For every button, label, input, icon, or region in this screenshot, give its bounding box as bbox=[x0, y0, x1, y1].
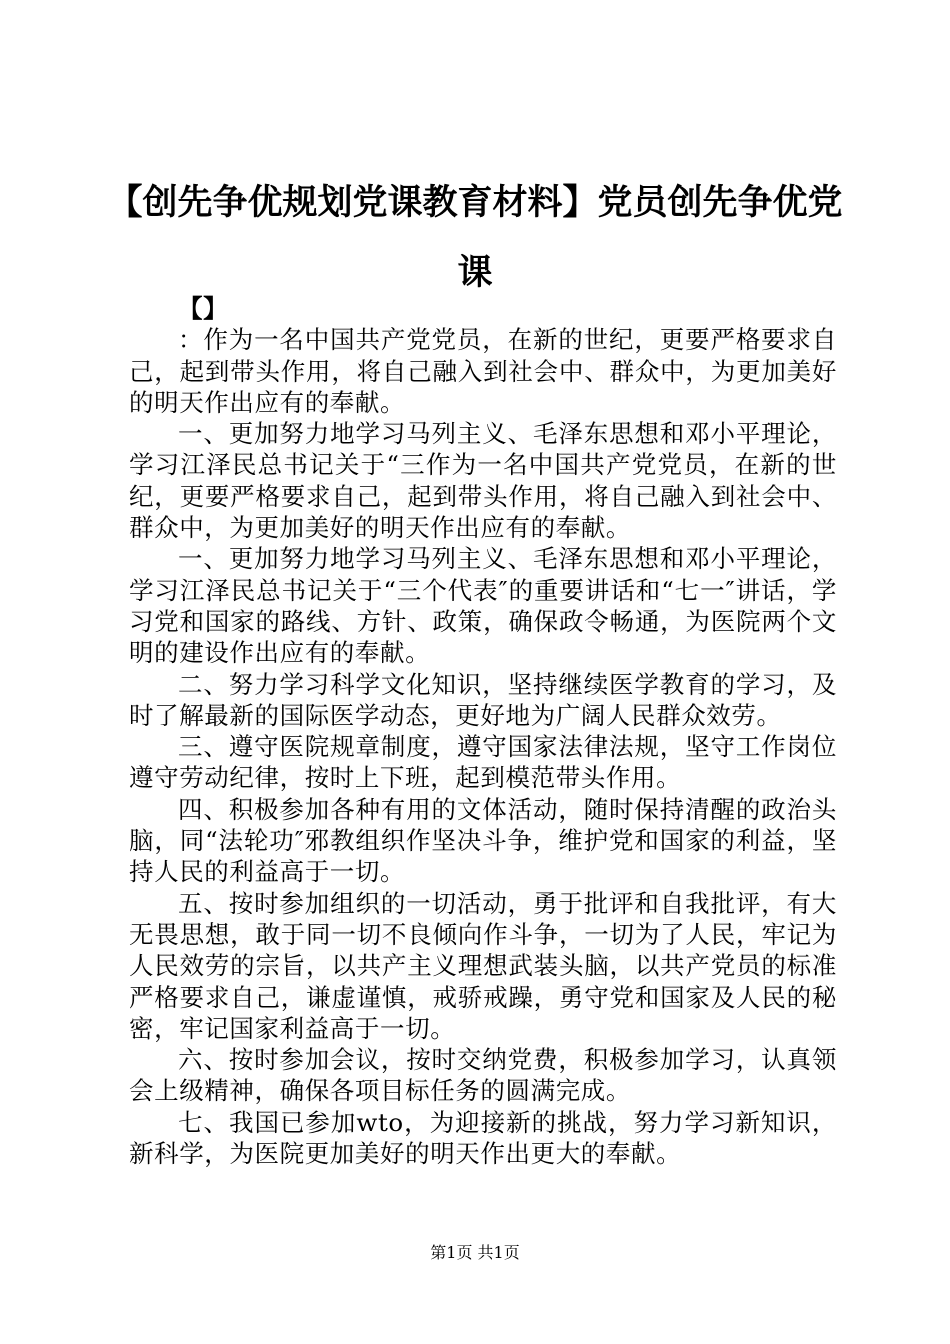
paragraph-1: 一、更加努力地学习马列主义、毛泽东思想和邓小平理论，学习江泽民总书记关于“三作为一名中国共产党党员，在新的世纪，更要严格要求自己，起到带头作用，将自己融入到社会中、群众中，为更加美好的明天作出应有的奉献。 bbox=[129, 419, 837, 543]
page-footer: 第1页 共1页 bbox=[430, 1243, 520, 1262]
paragraph-7: 六、按时参加会议，按时交纳党费，积极参加学习，认真领会上级精神，确保各项目标任务的圆满完成。 bbox=[129, 1045, 837, 1106]
paragraph-6: 五、按时参加组织的一切活动，勇于批评和自我批评，有大无畏思想，敢于同一切不良倾向作斗争，一切为了人民，牢记为人民效劳的宗旨，以共产主义理想武装头脑，以共产党员的标准严格要求自己，谦虚谨慎，戒骄戒躁，勇守党和国家及人民的秘密，牢记国家利益高于一切。 bbox=[129, 888, 837, 1043]
document-title: 【创先争优规划党课教育材料】党员创先争优党课 bbox=[107, 183, 843, 293]
paragraph-8: 七、我国已参加wto，为迎接新的挑战，努力学习新知识，新科学，为医院更加美好的明天作出更大的奉献。 bbox=[129, 1107, 837, 1169]
paragraph-5: 四、积极参加各种有用的文体活动，随时保持清醒的政治头脑，同“法轮功″邪教组织作坚决斗争，维护党和国家的利益，坚持人民的利益高于一切。 bbox=[129, 794, 837, 887]
paragraph-intro: ：作为一名中国共产党党员，在新的世纪，更要严格要求自己，起到带头作用，将自己融入到社会中、群众中，为更加美好的明天作出应有的奉献。 bbox=[129, 325, 837, 417]
paragraph-4: 三、遵守医院规章制度，遵守国家法律法规，坚守工作岗位遵守劳动纪律，按时上下班，起到模范带头作用。 bbox=[129, 732, 837, 793]
document-body bbox=[129, 293, 837, 1169]
heading-bracket: 【】 bbox=[178, 294, 229, 323]
paragraph-3: 二、努力学习科学文化知识，坚持继续医学教育的学习，及时了解最新的国际医学动态，更好地为广阔人民群众效劳。 bbox=[129, 669, 837, 730]
paragraph-2: 一、更加努力地学习马列主义、毛泽东思想和邓小平理论，学习江泽民总书记关于“三个代表″的重要讲话和“七一″讲话，学习党和国家的路线、方针、政策，确保政令畅通，为医院两个文明的建设作出应有的奉献。 bbox=[129, 544, 837, 668]
